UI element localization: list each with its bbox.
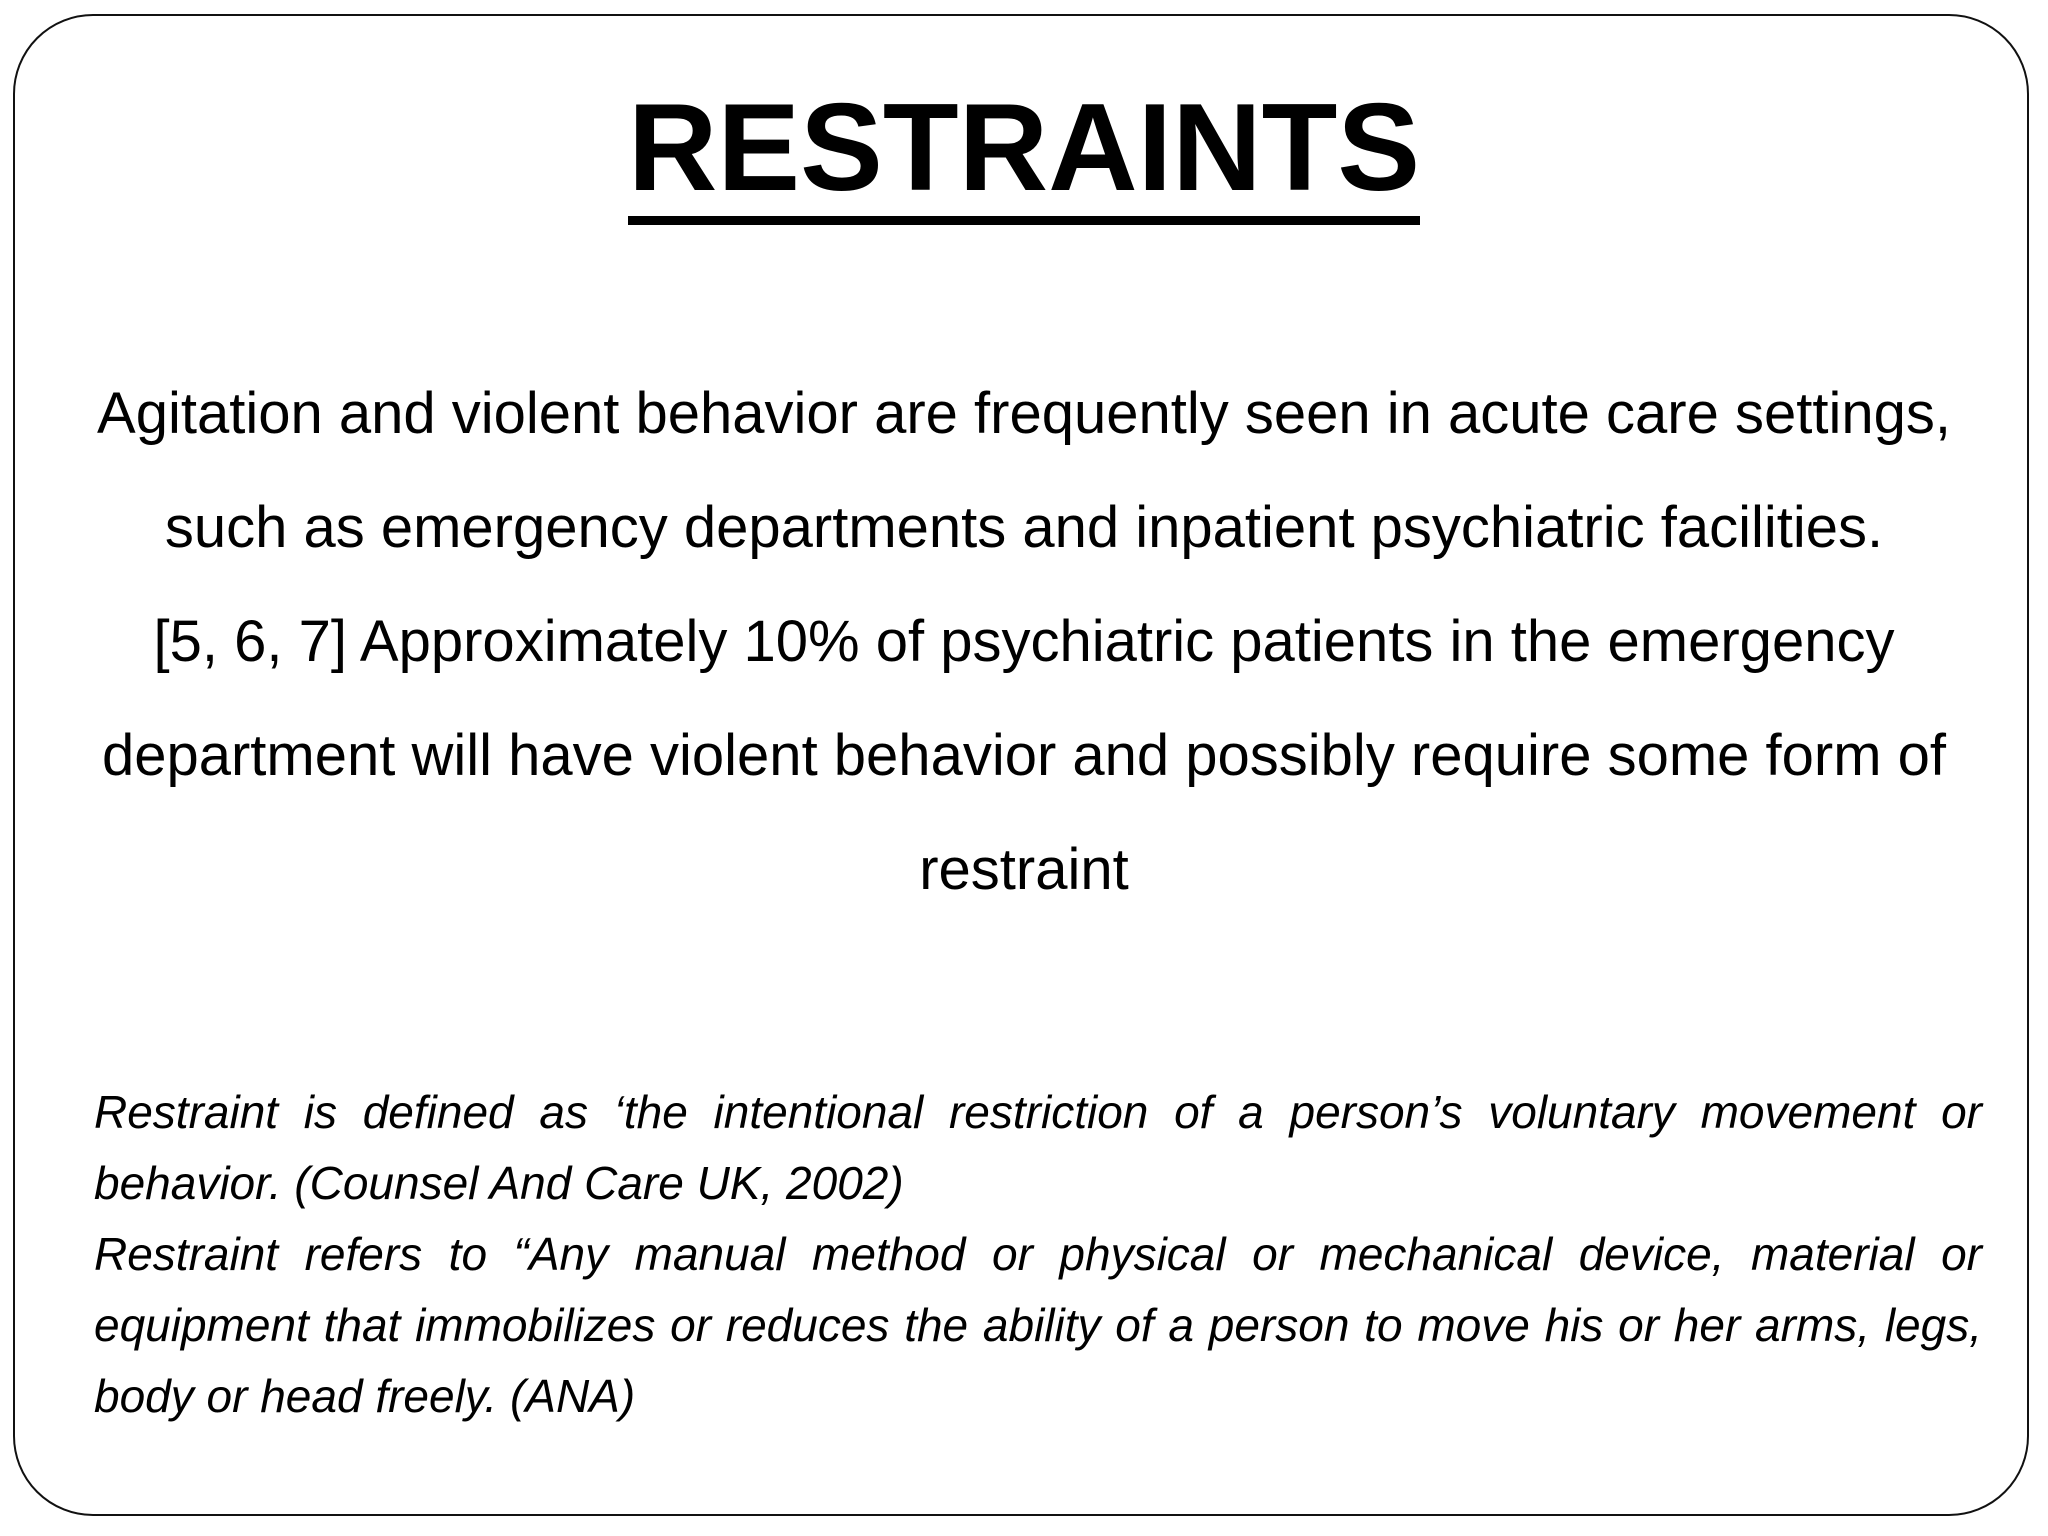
paragraph-statistics: [5, 6, 7] Approximately 10% of psychiatric patients in the emergency department will have violent behavior and possibly require some form of restraint <box>101 609 1947 902</box>
title-container <box>0 79 2048 225</box>
definition-counsel-and-care: Restraint is defined as ‘the intentional restriction of a person’s voluntary movement or behavior. (Counsel And Care UK, 2002) <box>94 1086 1982 1209</box>
paragraph-agitation: Agitation and violent behavior are frequently seen in acute care settings, such as emergency departments and inpatient psychiatric facilities. <box>97 381 1951 560</box>
definition-ana: Restraint refers to “Any manual method or physical or mechanical device, material or equipment that immobilizes or reduces the ability of a person to move his or her arms, legs, body or head freely. (ANA) <box>94 1228 1982 1422</box>
main-text-block <box>80 357 1968 927</box>
definitions-block <box>94 1077 1982 1432</box>
slide-title: RESTRAINTS <box>628 86 1420 225</box>
